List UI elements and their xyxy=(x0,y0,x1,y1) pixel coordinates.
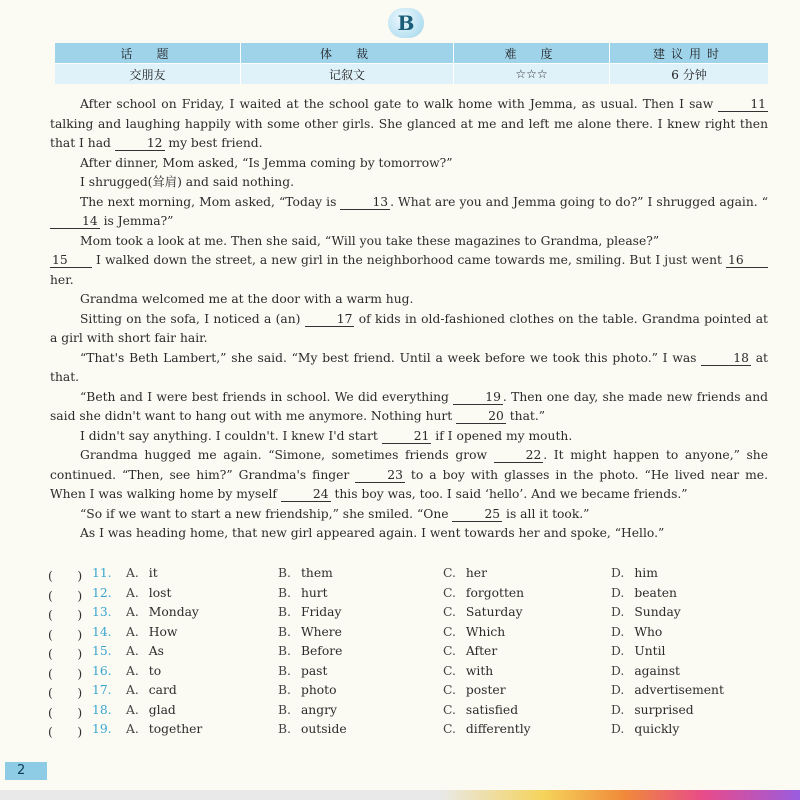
paragraph: “Beth and I were best friends in school. We did everything 19 . Then one day, she made new friends and said she didn't want to hang out with me anymore. Nothing hurt 20 that.” xyxy=(50,389,768,423)
question-number: 15. xyxy=(92,644,112,658)
option-b xyxy=(278,703,337,717)
answer-paren: ( ) xyxy=(48,725,83,739)
question-number: 16. xyxy=(92,663,112,678)
option-text: advertisement xyxy=(634,683,724,697)
option-text: together xyxy=(148,722,203,736)
option-text: past xyxy=(300,663,328,678)
option-text: Before xyxy=(300,644,343,658)
option-letter: A. xyxy=(126,663,139,678)
answer-paren: ( ) xyxy=(48,588,83,603)
option-letter: A. xyxy=(126,644,139,658)
option-c xyxy=(443,683,506,697)
option-letter: B. xyxy=(278,585,291,600)
paragraph: Grandma hugged me again. “Simone, sometimes friends grow 22 . It might happen to anyone,” she continued. “Then, see him?” Grandma's finger 23 to a boy with glasses in the photo. “He lived near me. When I was walking home by myself 24 this boy was, too. I said ‘hello’. And we became friends.” xyxy=(50,448,769,501)
option-text: After xyxy=(465,644,498,658)
option-text: forgotten xyxy=(465,585,525,600)
option-letter: B. xyxy=(278,605,291,619)
option-letter: C. xyxy=(443,702,456,717)
header-suggested-time: 建议用时 xyxy=(610,43,769,64)
paragraph: After dinner, Mom asked, “Is Jemma coming by tomorrow?” xyxy=(80,155,453,170)
option-b xyxy=(278,722,347,736)
option-text: him xyxy=(634,566,658,580)
option-letter: B. xyxy=(278,683,291,697)
option-text: poster xyxy=(465,683,506,697)
option-letter: A. xyxy=(126,683,139,697)
option-text: Who xyxy=(634,624,663,639)
paragraph: “That's Beth Lambert,” she said. “My best friend. Until a week before we took this photo.” I was 18 at that. xyxy=(50,350,768,384)
option-letter: D. xyxy=(611,605,625,619)
paragraph: After school on Friday, I waited at the school gate to walk home with Jemma, as usual. Then I saw 11 talking and laughing happily with some other girls. She glanced at me and left me alone there. I knew right then that I had 12 my best friend. xyxy=(50,97,768,150)
option-text: outside xyxy=(300,722,347,736)
info-table-header-row xyxy=(55,43,768,64)
option-b xyxy=(278,566,333,580)
blank-15: 15 xyxy=(50,253,92,268)
paragraph: 15 I walked down the street, a new girl in the neighborhood came towards me, smiling. But I just went 16 her. xyxy=(50,251,768,290)
option-row-19 xyxy=(48,722,768,742)
option-text: surprised xyxy=(634,702,694,717)
option-text: Monday xyxy=(148,605,199,619)
option-text: satisfied xyxy=(465,702,519,717)
option-letter: A. xyxy=(126,624,139,639)
question-number: 18. xyxy=(92,702,112,717)
option-text: angry xyxy=(300,702,337,717)
value-difficulty: ☆☆☆ xyxy=(454,64,610,85)
option-letter: C. xyxy=(443,624,456,639)
blank-19: 19 xyxy=(453,390,503,405)
value-suggested-time: 6 分钟 xyxy=(610,64,769,85)
option-a xyxy=(126,625,177,639)
option-letter: D. xyxy=(611,683,625,697)
question-number: 14. xyxy=(92,624,112,639)
option-text: Which xyxy=(465,624,506,639)
option-letter: C. xyxy=(443,566,456,580)
blank-16: 16 xyxy=(726,253,768,268)
option-a xyxy=(126,664,161,678)
option-d xyxy=(611,586,677,600)
option-d xyxy=(611,683,724,697)
answer-paren: ( ) xyxy=(48,569,83,583)
option-letter: B. xyxy=(278,566,291,580)
option-text: As xyxy=(148,644,164,658)
option-letter: B. xyxy=(278,722,291,736)
option-text: quickly xyxy=(634,722,680,736)
blank-12: 12 xyxy=(115,136,165,151)
option-row-17 xyxy=(48,683,768,703)
option-text: it xyxy=(148,566,158,580)
option-letter: C. xyxy=(443,644,456,658)
paragraph: I didn't say anything. I couldn't. I knew I'd start 21 if I opened my mouth. xyxy=(80,428,573,443)
answer-paren: ( ) xyxy=(48,608,83,622)
decorative-stripe xyxy=(0,790,800,800)
blank-22: 22 xyxy=(494,448,544,463)
option-text: them xyxy=(300,566,333,580)
blank-25: 25 xyxy=(452,507,502,522)
answer-paren: ( ) xyxy=(48,647,83,661)
paragraph: Sitting on the sofa, I noticed a (an) 17 of kids in old-fashioned clothes on the table. Grandma pointed at a girl with short fair hair. xyxy=(50,311,768,345)
option-text: Saturday xyxy=(465,605,523,619)
option-text: Where xyxy=(300,624,342,639)
option-text: her xyxy=(465,566,487,580)
option-c xyxy=(443,664,493,678)
option-letter: C. xyxy=(443,722,456,736)
info-table xyxy=(55,43,768,84)
option-letter: A. xyxy=(126,702,139,717)
option-text: lost xyxy=(148,585,172,600)
value-topic: 交朋友 xyxy=(55,64,241,85)
option-row-13 xyxy=(48,605,768,625)
option-a xyxy=(126,683,177,697)
option-a xyxy=(126,605,199,619)
option-text: photo xyxy=(300,683,337,697)
option-b xyxy=(278,644,342,658)
info-table-value-row xyxy=(55,64,768,85)
section-badge: B xyxy=(388,8,424,38)
option-c xyxy=(443,566,487,580)
option-letter: D. xyxy=(611,663,625,678)
option-c xyxy=(443,644,497,658)
option-a xyxy=(126,703,176,717)
option-letter: D. xyxy=(611,722,625,736)
answer-paren: ( ) xyxy=(48,666,83,681)
paragraph: “So if we want to start a new friendship,” she smiled. “One 25 is all it took.” xyxy=(80,506,590,521)
option-text: Friday xyxy=(300,605,342,619)
option-d xyxy=(611,703,694,717)
option-letter: D. xyxy=(611,624,625,639)
option-a xyxy=(126,722,202,736)
question-number: 12. xyxy=(92,585,112,600)
option-text: card xyxy=(148,683,177,697)
option-row-15 xyxy=(48,644,768,664)
answer-paren: ( ) xyxy=(48,627,83,642)
blank-17: 17 xyxy=(305,312,355,327)
option-letter: A. xyxy=(126,605,139,619)
blank-18: 18 xyxy=(701,351,751,366)
option-c xyxy=(443,586,524,600)
option-b xyxy=(278,586,328,600)
option-text: beaten xyxy=(634,585,677,600)
value-genre: 记叙文 xyxy=(241,64,454,85)
paragraph: Mom took a look at me. Then she said, “Will you take these magazines to Grandma, please?” xyxy=(80,233,660,248)
option-letter: D. xyxy=(611,644,625,658)
option-d xyxy=(611,566,658,580)
option-text: against xyxy=(634,663,680,678)
paragraph: I shrugged(耸肩) and said nothing. xyxy=(80,175,294,189)
blank-14: 14 xyxy=(50,214,100,229)
option-b xyxy=(278,683,337,697)
paragraph: The next morning, Mom asked, “Today is 13 . What are you and Jemma going to do?” I shrugged again. “14 is Jemma?” xyxy=(50,193,768,232)
option-text: Sunday xyxy=(634,605,681,619)
option-d xyxy=(611,625,662,639)
blank-20: 20 xyxy=(456,409,506,424)
blank-24: 24 xyxy=(281,487,331,502)
blank-11: 11 xyxy=(718,97,768,112)
option-letter: D. xyxy=(611,585,625,600)
option-c xyxy=(443,605,523,619)
option-letter: B. xyxy=(278,644,291,658)
option-row-11 xyxy=(48,566,768,586)
option-a xyxy=(126,586,171,600)
blank-21: 21 xyxy=(382,429,432,444)
option-letter: A. xyxy=(126,566,139,580)
option-letter: C. xyxy=(443,683,456,697)
option-a xyxy=(126,644,164,658)
option-letter: B. xyxy=(278,702,291,717)
header-genre: 体 裁 xyxy=(241,43,454,64)
header-topic: 话 题 xyxy=(55,43,241,64)
question-number: 17. xyxy=(92,683,112,697)
option-letter: D. xyxy=(611,702,625,717)
option-letter: D. xyxy=(611,566,625,580)
option-d xyxy=(611,722,679,736)
option-text: How xyxy=(148,624,178,639)
option-letter: C. xyxy=(443,585,456,600)
option-text: to xyxy=(148,663,162,678)
option-letter: B. xyxy=(278,624,291,639)
question-number: 19. xyxy=(92,722,112,736)
option-letter: B. xyxy=(278,663,291,678)
option-row-12 xyxy=(48,586,768,606)
option-row-14 xyxy=(48,625,768,645)
option-letter: A. xyxy=(126,722,139,736)
question-number: 13. xyxy=(92,605,112,619)
option-c xyxy=(443,722,531,736)
option-b xyxy=(278,605,341,619)
header-difficulty: 难 度 xyxy=(454,43,610,64)
answer-paren: ( ) xyxy=(48,686,83,700)
option-b xyxy=(278,625,342,639)
question-number: 11. xyxy=(92,566,112,580)
option-text: with xyxy=(465,663,494,678)
option-text: Until xyxy=(634,644,666,658)
option-letter: C. xyxy=(443,663,456,678)
option-text: differently xyxy=(465,722,531,736)
option-letter: A. xyxy=(126,585,139,600)
option-d xyxy=(611,644,665,658)
option-text: glad xyxy=(148,702,176,717)
option-c xyxy=(443,625,505,639)
option-d xyxy=(611,664,680,678)
paragraph: As I was heading home, that new girl appeared again. I went towards her and spoke, “Hello.” xyxy=(80,526,665,540)
passage xyxy=(50,95,768,544)
option-row-18 xyxy=(48,703,768,723)
option-text: hurt xyxy=(300,585,328,600)
answer-paren: ( ) xyxy=(48,705,83,720)
option-c xyxy=(443,703,518,717)
page-number: 2 xyxy=(5,762,47,780)
option-d xyxy=(611,605,681,619)
paragraph: Grandma welcomed me at the door with a warm hug. xyxy=(80,292,414,306)
blank-13: 13 xyxy=(340,195,390,210)
option-row-16 xyxy=(48,664,768,684)
option-letter: C. xyxy=(443,605,456,619)
blank-23: 23 xyxy=(355,468,405,483)
option-b xyxy=(278,664,327,678)
option-a xyxy=(126,566,158,580)
options-list xyxy=(48,566,768,742)
